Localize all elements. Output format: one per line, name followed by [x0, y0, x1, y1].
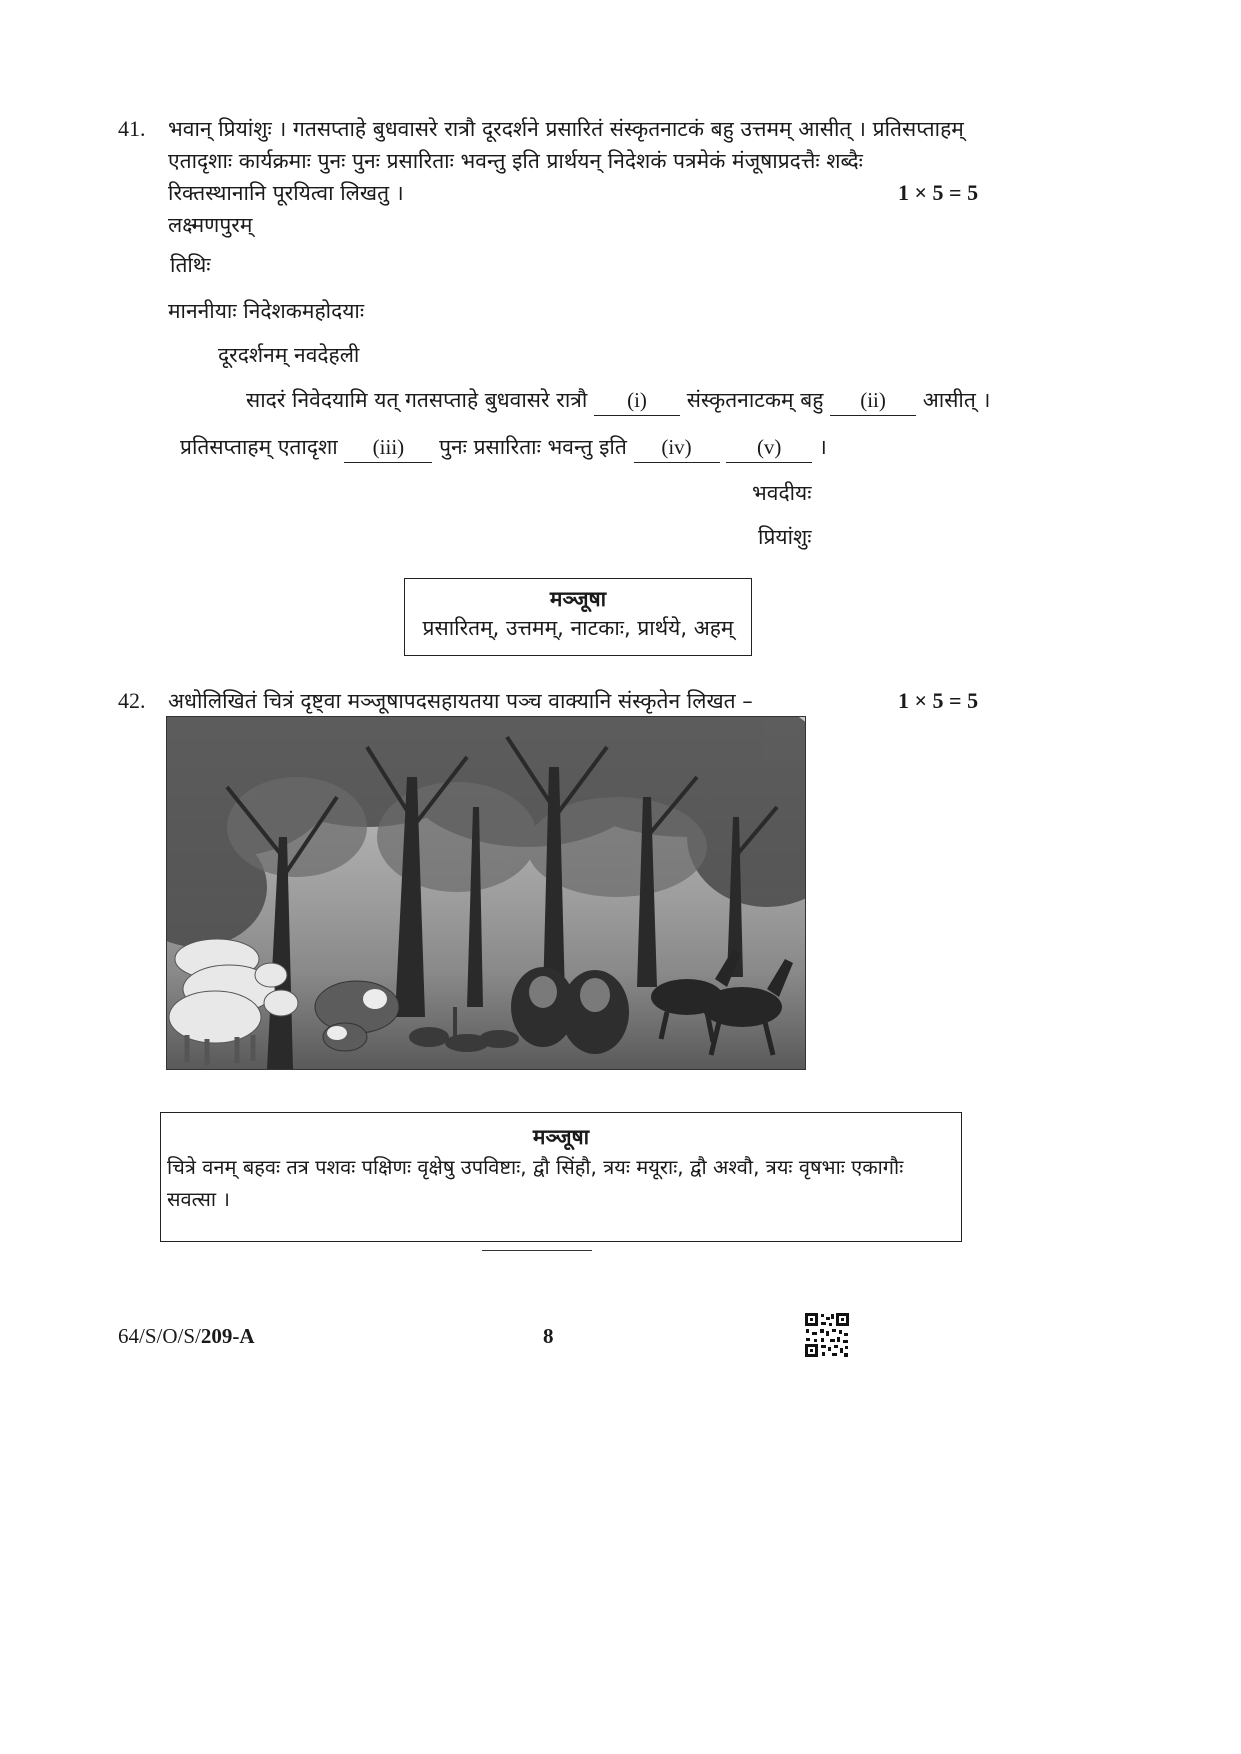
letter-body1-part-a: सादरं निवेदयामि यत् गतसप्ताहे बुधवासरे रात्रौ — [246, 388, 588, 412]
q41-marks: 1 × 5 = 5 — [898, 180, 979, 205]
q41-text-line1: भवान् प्रियांशुः । गतसप्ताहे बुधवासरे रात्रौ दूरदर्शने प्रसारितं संस्कृतनाटकं बहु उत्तमम् आसीत् । प्रतिसप्ताहम् — [168, 117, 964, 141]
paper-code-suffix: 209-A — [200, 1324, 255, 1348]
blank-v[interactable]: (v) — [726, 432, 812, 463]
qr-code-icon — [804, 1312, 850, 1358]
blank-i[interactable]: (i) — [594, 385, 680, 416]
q41-word-box-words: प्रसारितम्, उत्तमम्, नाटकाः, प्रार्थये, अहम् — [422, 616, 734, 640]
letter-body2-part-c: । — [818, 435, 827, 459]
page-number: 8 — [543, 1324, 554, 1348]
end-divider — [482, 1250, 592, 1251]
q41-text-line3: रिक्तस्थानानि पूरयित्वा लिखतु । — [168, 181, 404, 205]
q42-word-box-line2: सवत्सा । — [167, 1187, 230, 1211]
q42-word-box-title: मञ्जूषा — [532, 1125, 590, 1149]
blank-iv[interactable]: (iv) — [634, 432, 720, 463]
letter-date: तिथिः — [170, 253, 211, 277]
forest-animals-illustration — [167, 717, 805, 1069]
letter-body1-part-b: संस्कृतनाटकम् बहु — [686, 388, 824, 412]
letter-body2-part-b: पुनः प्रसारिताः भवन्तु इति — [439, 435, 627, 459]
letter-body2-part-a: प्रतिसप्ताहम् एतादृशा — [180, 435, 338, 459]
q42-number: 42. — [118, 688, 146, 713]
letter-salutation: माननीयाः निदेशकमहोदयाः — [168, 299, 365, 323]
letter-place: लक्ष्मणपुरम् — [168, 213, 253, 237]
letter-body-line2 — [180, 432, 827, 463]
paper-code — [118, 1324, 255, 1349]
blank-iii[interactable]: (iii) — [344, 432, 432, 463]
letter-signature: प्रियांशुः — [758, 525, 812, 549]
q41-number: 41. — [118, 116, 146, 141]
paper-code-prefix: 64/S/O/S/ — [118, 1324, 201, 1348]
letter-body1-part-c: आसीत् । — [922, 388, 991, 412]
blank-ii[interactable]: (ii) — [830, 385, 916, 416]
q42-word-box-line1: चित्रे वनम् बहवः तत्र पशवः पक्षिणः वृक्षेषु उपविष्टाः, द्वौ सिंहौ, त्रयः मयूराः, द्वौ अश्वौ, त्रयः वृषभाः एकागौः — [167, 1155, 904, 1179]
q42-text: अधोलिखितं चित्रं दृष्ट्वा मञ्जूषापदसहायतया पञ्च वाक्यानि संस्कृतेन लिखत – — [168, 689, 753, 713]
q41-text-line2: एतादृशाः कार्यक्रमाः पुनः पुनः प्रसारिताः भवन्तु इति प्रार्थयन् निदेशकं पत्रमेकं मंजूषाप्रदत्तैः शब्दैः — [168, 149, 863, 173]
q42-marks: 1 × 5 = 5 — [898, 688, 979, 713]
forest-animals-image — [166, 716, 806, 1070]
q42-word-box — [160, 1112, 962, 1242]
letter-address: दूरदर्शनम् नवदेहली — [218, 343, 360, 367]
letter-body-line1 — [246, 385, 990, 416]
q41-word-box — [404, 578, 752, 656]
q41-word-box-title: मञ्जूषा — [549, 587, 607, 611]
letter-closing: भवदीयः — [752, 481, 812, 505]
